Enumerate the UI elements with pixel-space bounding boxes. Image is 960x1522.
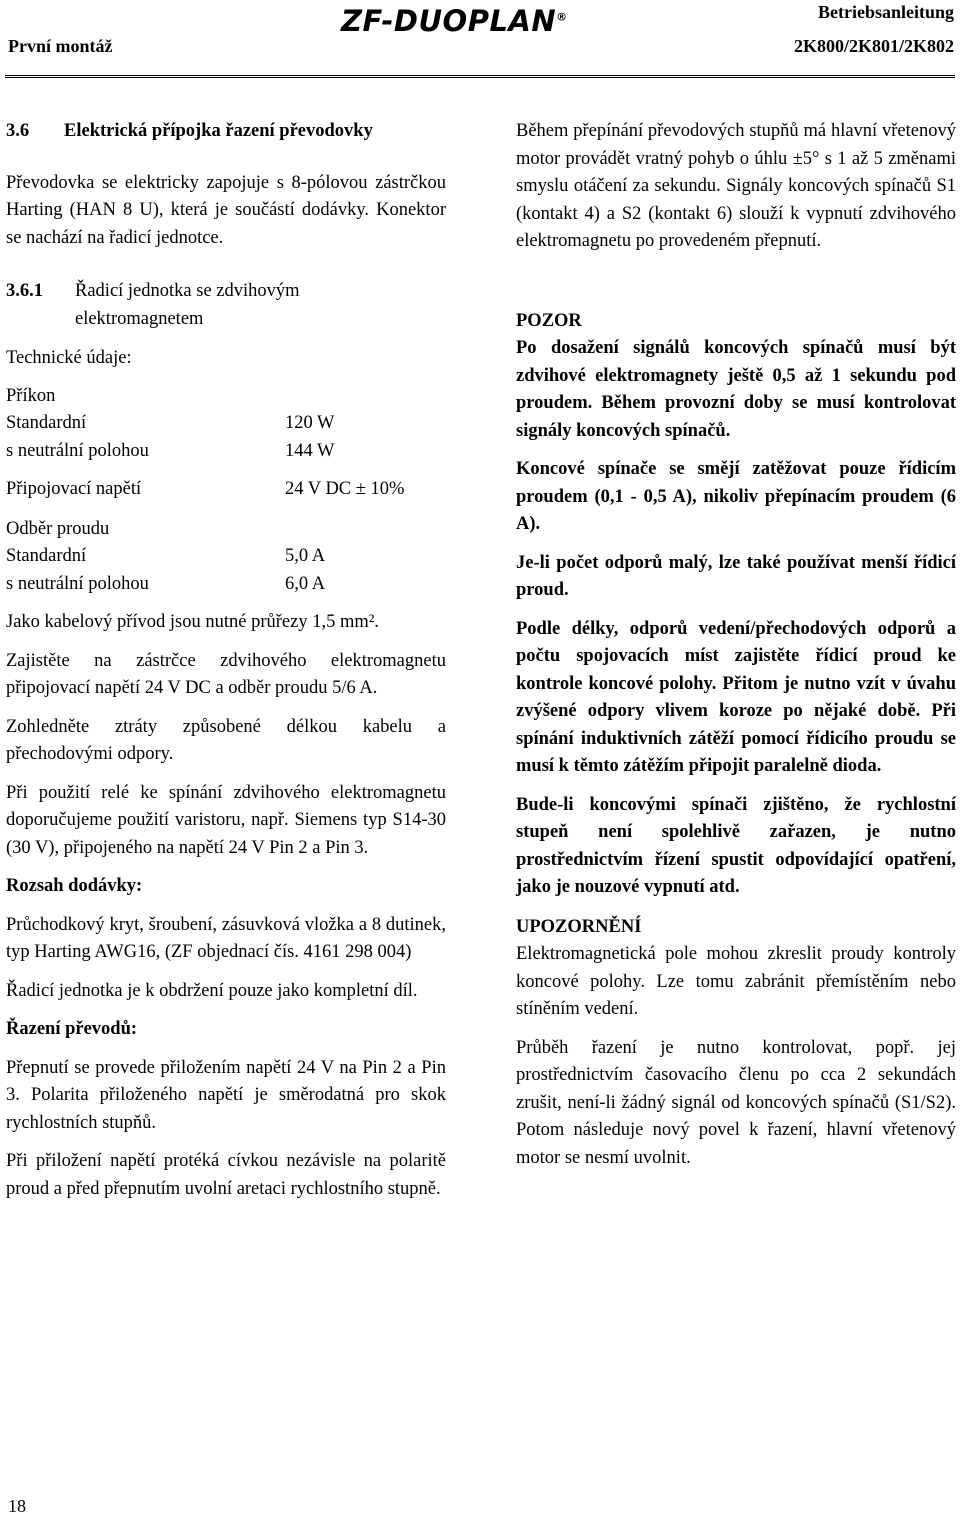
warning-paragraph: Po dosažení signálů koncových spínačů musí být zdvihové elektromagnety ještě 0,5 až 1 sekundu pod proudem. Během provozní doby se musí kontrolovat signály koncových spínačů. <box>516 338 956 441</box>
paragraph: Při použití relé ke spínání zdvihového elektromagnetu doporučujeme použití varistoru, např. Siemens typ S14-30 (30 V), připojeného na napětí 24 V Pin 2 a Pin 3. <box>6 782 446 858</box>
heading-scope: Rozsah dodávky: <box>6 876 143 896</box>
section-label: První montáž <box>8 36 113 56</box>
model-number: 2K800/2K801/2K802 <box>793 36 954 56</box>
prikon-label: Příkon <box>6 385 56 406</box>
paragraph: Během přepínání převodových stupňů má hlavní vřetenový motor provádět vratný pohyb o úhlu ±5° s 1 až 5 změnami smyslu otáčení za sekundu. Signály koncových spínačů S1 (kontakt 4) a S2 (kontakt 6) slouží k vypnutí zdvihového elektromagnetu po provedeném přepnutí. <box>516 121 956 251</box>
tech-label: Technické údaje: <box>6 348 132 368</box>
notice-paragraph: Elektromagnetická pole mohou zkreslit proudy kontroly koncové polohy. Lze tomu zabránit přemístěním nebo stíněním vedení. <box>516 944 956 1019</box>
warning-paragraph: Koncové spínače se smějí zatěžovat pouze řídicím proudem (0,1 - 0,5 A), nikoliv přepínacím proudem (6 A). <box>516 459 956 534</box>
warning-block <box>516 308 956 902</box>
paragraph: Převodovka se elektricky zapojuje s 8-pólovou zástrčkou Harting (HAN 8 U), která je součástí dodávky. Konektor se nachází na řadicí jednotce. <box>6 172 446 248</box>
notice-heading: UPOZORNĚNÍ <box>516 916 642 937</box>
left-column <box>6 118 446 1203</box>
warning-paragraph: Je-li počet odporů malý, lze také používat menší řídicí proud. <box>516 552 956 600</box>
paragraph: Zohledněte ztráty způsobené délkou kabelu a přechodovými odpory. <box>6 716 446 764</box>
header-rule <box>5 75 955 78</box>
page-number: 18 <box>8 1496 26 1516</box>
spec-row: Standardní 5,0 A <box>6 546 326 566</box>
warning-paragraph: Bude-li koncovými spínači zjištěno, že rychlostní stupeň není spolehlivě zařazen, je nutno prostřednictvím řízení spustit odpovídající opatření, jako je nouzové vypnutí atd. <box>516 794 956 897</box>
paragraph: Jako kabelový přívod jsou nutné průřezy 1,5 mm². <box>6 612 379 632</box>
right-column <box>516 118 956 1172</box>
paragraph: Průchodkový kryt, šroubení, zásuvková vložka a 8 dutinek, typ Harting AWG16, (ZF objednací čís. 4161 298 004) <box>6 914 446 962</box>
heading-shifting: Řazení převodů: <box>6 1019 138 1039</box>
warning-paragraph: Podle délky, odporů vedení/přechodových odporů a počtu spojovacích míst zajistěte řídicí proud ke kontrole koncové polohy. Přitom je nutno vzít v úvahu zvýšené odpory vlivem koroze po nějaké době. Při spínání induktivních zátěží pomocí řídicího proudu se musí k těmto zátěžím připojit paralelně dioda. <box>516 618 956 776</box>
paragraph: Přepnutí se provede přiložením napětí 24 V na Pin 2 a Pin 3. Polarita přiloženého napětí je směrodatná pro skok rychlostních stupňů. <box>6 1057 446 1133</box>
paragraph: Průběh řazení je nutno kontrolovat, popř. jej prostřednictvím časovacího členu po cca 2 sekundách zrušit, není-li žádný signál od koncových spínačů (S1/S2). Potom následuje nový povel k řazení, hlavní vřetenový motor se nesmí uvolnit. <box>516 1037 956 1168</box>
spec-row: s neutrální polohou 144 W <box>6 440 335 461</box>
spec-row: s neutrální polohou 6,0 A <box>6 573 326 594</box>
section-heading: 3.6 Elektrická přípojka řazení převodovky <box>6 121 373 141</box>
odber-label: Odběr proudu <box>6 518 110 539</box>
subsection-heading: 3.6.1 Řadicí jednotka se zdvihovým elektromagnetem <box>6 281 300 329</box>
brand-logo: ZF-DUOPLAN® <box>341 4 568 38</box>
paragraph: Při přiložení napětí protéká cívkou nezávisle na polaritě proud a před přepnutím uvolní aretaci rychlostního stupně. <box>6 1151 446 1199</box>
spec-row: Připojovací napětí 24 V DC ± 10% <box>6 479 405 499</box>
paragraph: Řadicí jednotka je k obdržení pouze jako kompletní díl. <box>6 980 418 1001</box>
doc-type: Betriebsanleitung <box>817 2 954 22</box>
warning-heading: POZOR <box>516 310 582 331</box>
spec-row: Standardní 120 W <box>6 413 335 433</box>
paragraph: Zajistěte na zástrčce zdvihového elektromagnetu připojovací napětí 24 V DC a odběr proudu 5/6 A. <box>6 650 446 698</box>
